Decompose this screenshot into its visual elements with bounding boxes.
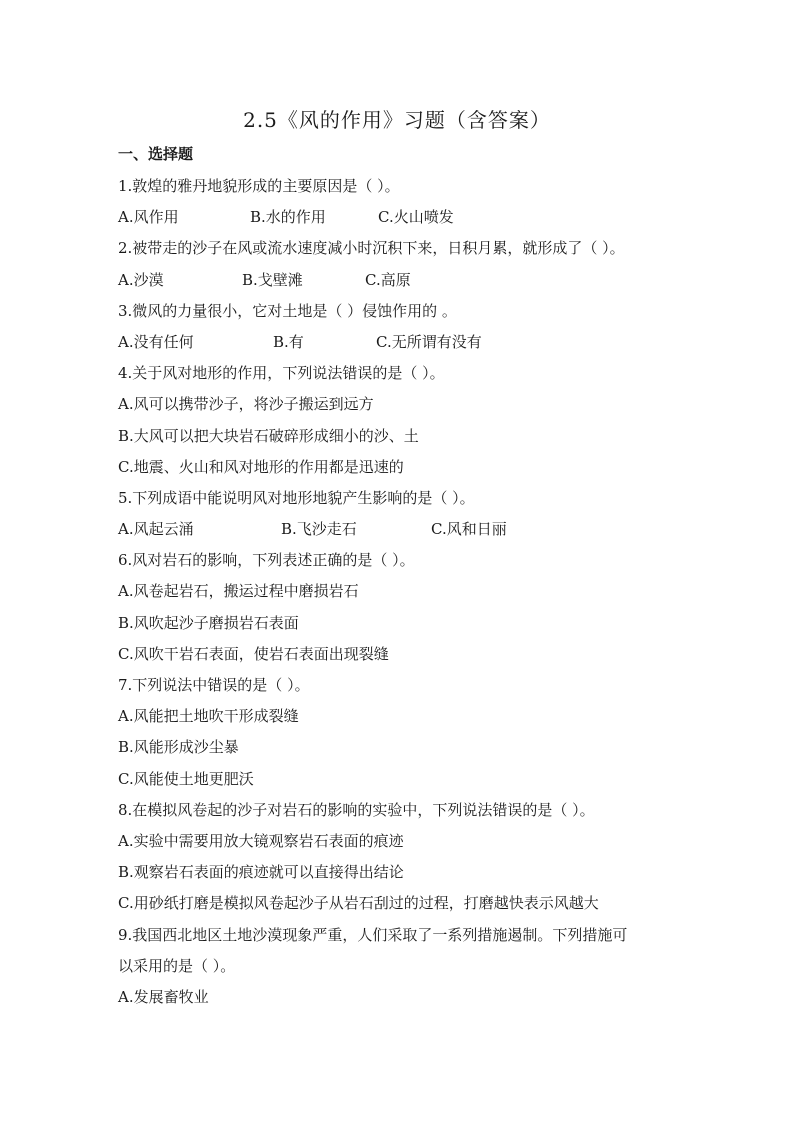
question-stem: 3.微风的力量很小，它对土地是（ ）侵蚀作用的 。 <box>118 301 457 320</box>
answer-option[interactable]: A.没有任何 <box>118 332 194 351</box>
question-stem: 9.我国西北地区土地沙漠现象严重，人们采取了一系列措施遏制。下列措施可 <box>118 925 628 944</box>
answer-option[interactable]: A.发展畜牧业 <box>118 987 209 1006</box>
page-title: 2.5《风的作用》习题（含答案） <box>243 108 551 132</box>
section-heading: 一、选择题 <box>118 145 194 163</box>
answer-option[interactable]: C.地震、火山和风对地形的作用都是迅速的 <box>118 457 404 476</box>
answer-option[interactable]: A.实验中需要用放大镜观察岩石表面的痕迹 <box>118 831 404 850</box>
question-stem: 8.在模拟风卷起的沙子对岩石的影响的实验中，下列说法错误的是（ ）。 <box>118 800 595 819</box>
question-stem: 1.敦煌的雅丹地貌形成的主要原因是（ ）。 <box>118 177 400 195</box>
answer-option[interactable]: A.风可以携带沙子，将沙子搬运到远方 <box>118 395 374 414</box>
answer-option[interactable]: A.风卷起岩石，搬运过程中磨损岩石 <box>118 582 359 601</box>
answer-option[interactable]: C.用砂纸打磨是模拟风卷起沙子从岩石刮过的过程，打磨越快表示风越大 <box>118 894 599 913</box>
option-row <box>118 514 678 545</box>
answer-option[interactable]: C.风吹干岩石表面，使岩石表面出现裂缝 <box>118 644 389 663</box>
answer-option[interactable]: C.火山喷发 <box>378 208 454 227</box>
answer-option[interactable]: C.无所谓有没有 <box>376 332 482 351</box>
answer-option[interactable]: C.风能使土地更肥沃 <box>118 769 254 788</box>
answer-option[interactable]: B.观察岩石表面的痕迹就可以直接得出结论 <box>118 863 404 882</box>
question-stem: 7.下列说法中错误的是（ ）。 <box>118 676 310 694</box>
question-list <box>118 171 678 1013</box>
answer-option[interactable]: B.水的作用 <box>250 208 326 227</box>
answer-option[interactable]: B.戈壁滩 <box>242 270 303 289</box>
answer-option[interactable]: A.风作用 <box>118 208 179 227</box>
answer-option[interactable]: B.有 <box>273 332 304 351</box>
answer-option[interactable]: B.飞沙走石 <box>281 520 357 539</box>
option-row <box>118 265 678 296</box>
question-stem: 6.风对岩石的影响，下列表述正确的是（ ）。 <box>118 551 415 570</box>
answer-option[interactable]: C.高原 <box>365 270 411 289</box>
answer-option[interactable]: C.风和日丽 <box>431 520 507 539</box>
question-stem: 5.下列成语中能说明风对地形地貌产生影响的是（ ）。 <box>118 488 475 507</box>
option-row <box>118 202 678 233</box>
option-row <box>118 327 678 358</box>
answer-option[interactable]: B.大风可以把大块岩石破碎形成细小的沙、土 <box>118 426 419 445</box>
question-stem: 4.关于风对地形的作用，下列说法错误的是（ ）。 <box>118 364 445 383</box>
answer-option[interactable]: B.风吹起沙子磨损岩石表面 <box>118 613 299 632</box>
answer-option[interactable]: B.风能形成沙尘暴 <box>118 738 239 757</box>
answer-option[interactable]: A.沙漠 <box>118 270 164 289</box>
question-stem: 以采用的是（ ）。 <box>118 956 236 975</box>
answer-option[interactable]: A.风能把土地吹干形成裂缝 <box>118 707 299 726</box>
answer-option[interactable]: A.风起云涌 <box>118 520 194 539</box>
question-stem: 2.被带走的沙子在风或流水速度减小时沉积下来，日积月累，就形成了（ ）。 <box>118 239 625 258</box>
